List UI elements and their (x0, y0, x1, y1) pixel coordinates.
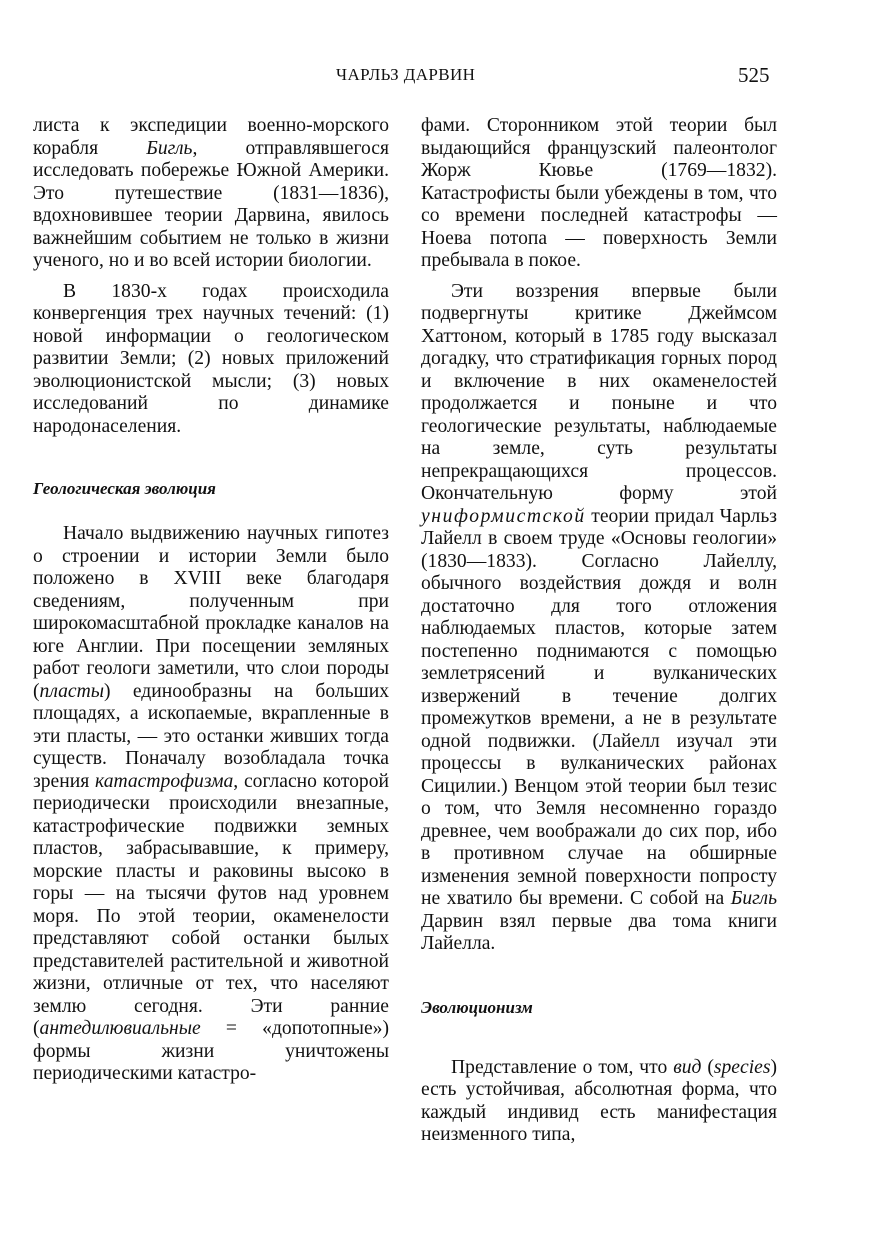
paragraph-text: теории придал Чарльз Лайелл в своем труде «Основы геологии» (1830—1833). Согласно Лайеллу, обычного воздействия дождя и волн достаточно для того отложения наблюдаемых пластов, которые затем постепенно поднимаются с помощью землетрясений и вулканических извержений в течение долгих промежутков времени, а не в результате одной подвижки. (Лайелл изучал эти процессы в вулканических районах Сицилии.) Венцом этой теории был тезис о том, что Земля несомненно гораздо древнее, чем воображали до сих пор, ибо в противном случае на обширные изменения земной поверхности попросту не хватило бы времени. С собой на (421, 505, 777, 909)
paragraph-text: ) единообразны на больших площадях, а ископаемые, вкрапленные в эти пласты, — это останки живших тогда существ. Поначалу возобладала точка зрения (33, 680, 389, 792)
paragraph-text: , согласно которой периодически происходили внезапные, катастрофические подвижки земных пластов, забрасывавшие, к примеру, морские пласты и раковины высоко в горы — на тысячи футов над уровнем моря. По этой теории, окаменелости представляют собой останки былых представителей растительной и животной жизни, отличные от тех, что населяют землю сегодня. Эти ранние ( (33, 770, 389, 1039)
ship-name: Бигль (146, 137, 193, 159)
paragraph (421, 1057, 777, 1147)
paragraph-text: Представление о том, что (451, 1056, 674, 1078)
term-catastrophism: катастрофизма (95, 770, 234, 792)
term-strata: пласты (39, 680, 105, 702)
paragraph (421, 281, 777, 956)
paragraph: В 1830-х годах происходила конвергенция трех научных течений: (1) новой информации о геологическом развитии Земли; (2) новых приложений эволюционистской мысли; (3) новых исследований по динамике народонаселения. (33, 280, 389, 437)
paragraph (33, 523, 389, 1086)
section-heading-evolutionism: Эволюционизм (421, 997, 533, 1017)
left-column (33, 115, 389, 1086)
paragraph: фами. Сторонником этой теории был выдающийся французский палеонтолог Жорж Кювье (1769—1832). Катастрофисты были убеждены в том, что со времени последней катастрофы — Ноева потопа — поверхность Земли пребывала в покое. (421, 115, 777, 271)
page-header (0, 63, 878, 93)
running-title: ЧАРЛЬЗ ДАРВИН (336, 65, 476, 84)
paragraph-text: листа к экспедиции военно-морского корабля (33, 115, 389, 159)
page-number: 525 (738, 63, 770, 87)
section-heading-geological-evolution: Геологическая эволюция (33, 479, 216, 498)
paragraph-text: , отправлявшегося исследовать побережье Южной Америки. Это путешествие (1831—1836), вдохновившее теории Дарвина, явилось важнейшим событием не только в жизни ученого, но и во всей истории биологии. (33, 137, 389, 271)
paragraph (33, 115, 389, 273)
paragraph-text: Начало выдвижению научных гипотез о строении и истории Земли было положено в XVIII веке благодаря сведениям, полученным при широкомасштабной прокладке каналов на юге Англии. При посещении земляных работ геологи заметили, что слои породы ( (33, 523, 389, 702)
term-antediluvian: антедилювиальные (39, 1018, 201, 1039)
paragraph-text: ( (701, 1056, 714, 1078)
term-species-latin: species (713, 1056, 771, 1078)
paragraph-text: = «допотопные») формы жизни уничтожены периодическими катастро- (33, 1018, 389, 1084)
right-column (421, 115, 777, 1147)
term-species-ru: вид (673, 1056, 702, 1078)
paragraph-text: Дарвин взял первые два тома книги Лайелла. (421, 910, 777, 954)
ship-name: Бигль (730, 888, 777, 909)
term-uniformitarian: униформистской (421, 505, 586, 527)
paragraph-text: Эти воззрения впервые были подвергнуты критике Джеймсом Хаттоном, который в 1785 году высказал догадку, что стратификация горных пород и включение в них окаменелостей продолжается и поныне и что геологические результаты, наблюдаемые на земле, суть результаты непрекращающихся процессов. Окончательную форму этой (421, 280, 777, 504)
paragraph-text: ) есть устойчивая, абсолютная форма, что каждый индивид есть манифестация неизменного типа, (421, 1056, 777, 1145)
